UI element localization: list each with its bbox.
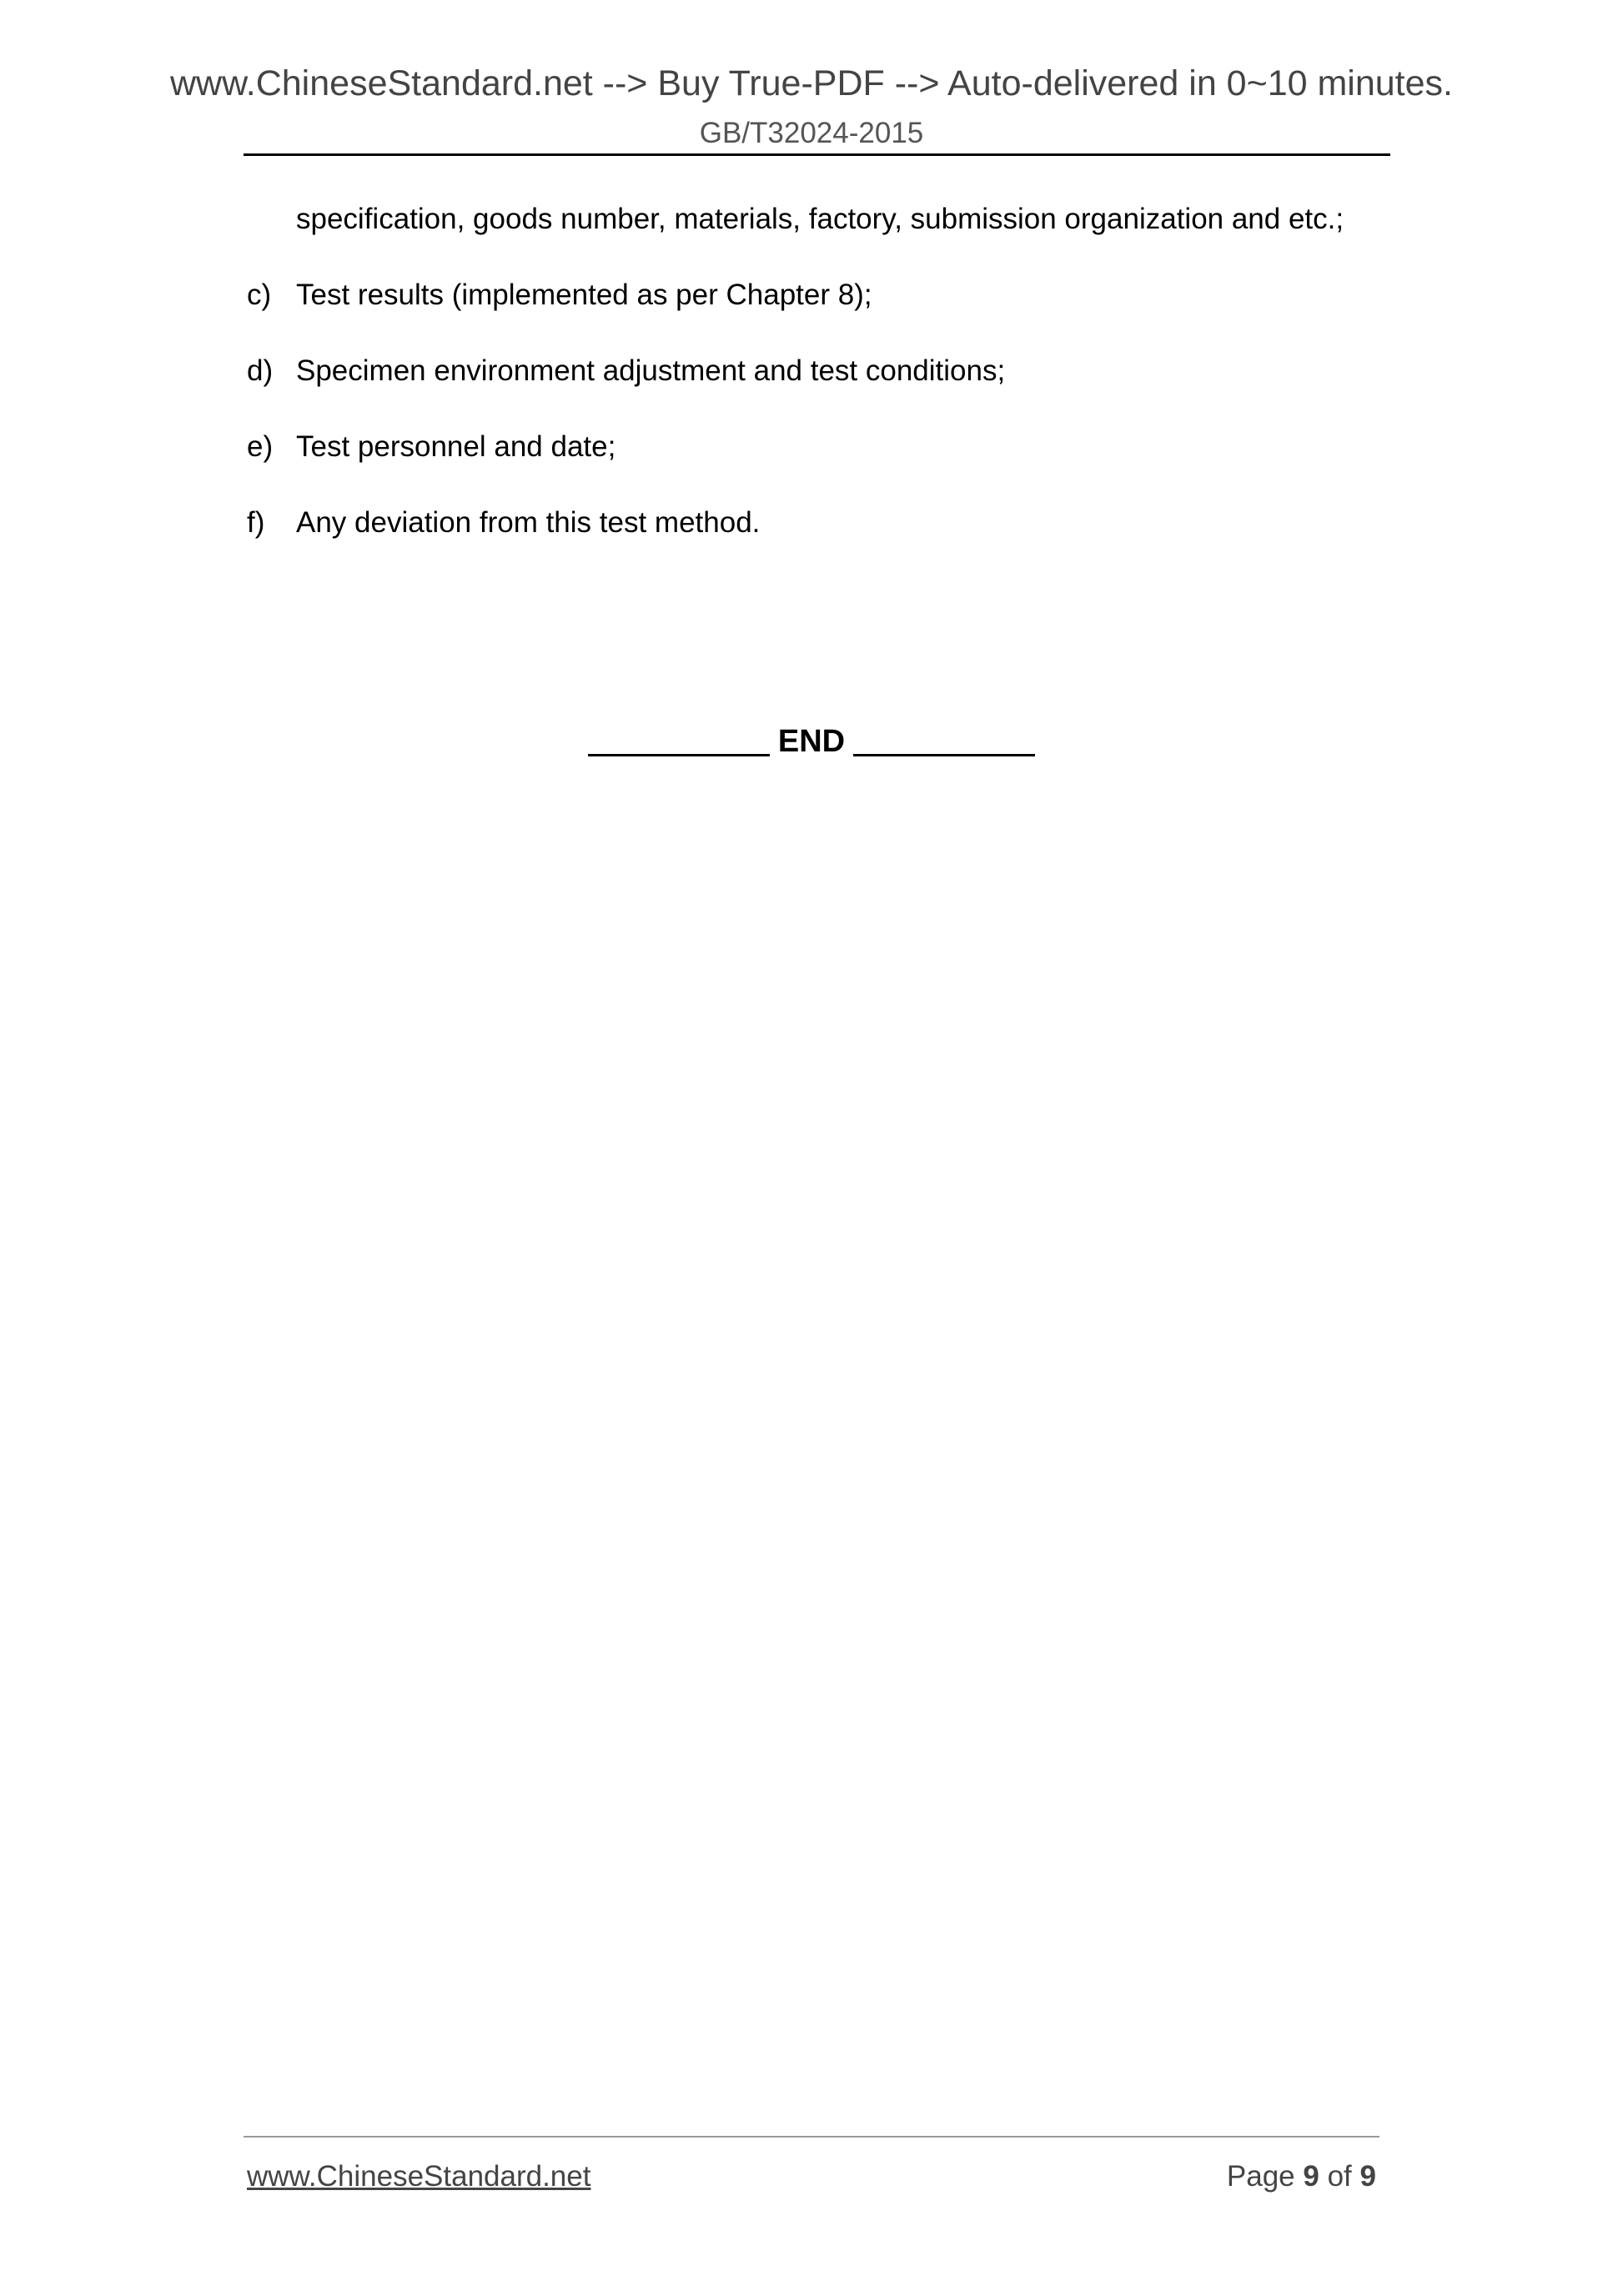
end-rule-right	[853, 754, 1035, 756]
list-item-text: Test personnel and date;	[296, 430, 616, 463]
list-marker: f)	[247, 506, 265, 539]
page-total: 9	[1359, 2160, 1376, 2193]
document-body	[247, 198, 1414, 544]
end-marker	[0, 724, 1623, 760]
list-marker: c)	[247, 279, 272, 311]
list-item-text: Any deviation from this test method.	[296, 506, 761, 539]
footer-divider	[244, 2136, 1379, 2138]
footer-site-link[interactable]: www.ChineseStandard.net	[247, 2160, 591, 2193]
list-item-text: Test results (implemented as per Chapter 8);	[296, 279, 872, 311]
list-item-d	[247, 350, 1414, 392]
page-prefix: Page	[1226, 2160, 1295, 2193]
page-current: 9	[1303, 2160, 1319, 2193]
standard-code: GB/T32024-2015	[699, 117, 924, 149]
page-separator: of	[1327, 2160, 1352, 2193]
list-marker: e)	[247, 430, 274, 463]
list-item-c	[247, 274, 1414, 316]
continuation-line: specification, goods number, materials, factory, submission organization and etc.;	[296, 203, 1344, 235]
end-label: END	[777, 724, 846, 759]
header-divider	[244, 153, 1390, 156]
list-item-text: Specimen environment adjustment and test conditions;	[296, 354, 1006, 387]
list-item-f	[247, 502, 1414, 544]
page-number	[1227, 2160, 1376, 2193]
list-item-e	[247, 426, 1414, 468]
list-marker: d)	[247, 354, 274, 387]
end-rule-left	[588, 754, 770, 756]
header-banner: www.ChineseStandard.net --> Buy True-PDF --> Auto-delivered in 0~10 minutes.	[169, 63, 1453, 103]
